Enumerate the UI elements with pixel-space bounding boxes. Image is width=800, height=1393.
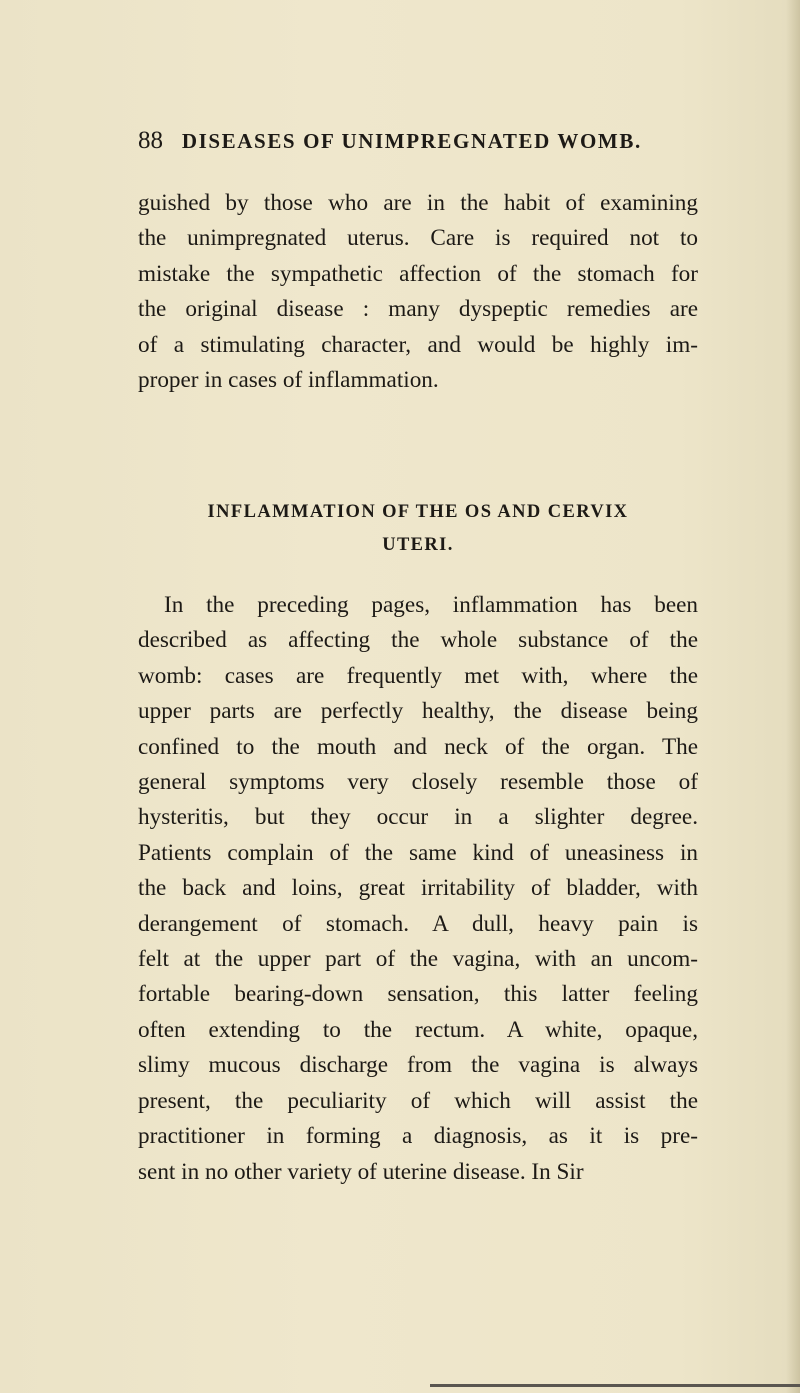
text-line: proper in cases of inflammation. (138, 367, 439, 394)
section-heading-line-2: UTERI. (382, 535, 454, 555)
text-line: Patients complain of the same kind of uneasiness in (138, 839, 698, 866)
paragraph-2 (138, 588, 698, 1190)
page-number: 88 (138, 127, 163, 154)
bottom-rule (430, 1384, 800, 1387)
text-line: hysteritis, but they occur in a slighter degree. (138, 804, 698, 831)
text-line: practitioner in forming a diagnosis, as it is pre- (138, 1123, 698, 1150)
paragraph-1 (138, 186, 698, 398)
text-line: guished by those who are in the habit of examining (138, 190, 698, 216)
text-line: felt at the upper part of the vagina, with an uncom- (138, 946, 698, 973)
text-line: derangement of stomach. A dull, heavy pain is (138, 910, 698, 937)
text-line: fortable bearing-down sensation, this latter feeling (138, 981, 698, 1008)
section-heading-line-1: INFLAMMATION OF THE OS AND CERVIX (207, 502, 629, 522)
running-head-title: DISEASES OF UNIMPREGNATED WOMB. (181, 129, 642, 153)
text-line: often extending to the rectum. A white, opaque, (138, 1016, 698, 1043)
text-line: present, the peculiarity of which will assist the (138, 1087, 698, 1114)
text-line: the back and loins, great irritability of bladder, with (138, 875, 698, 902)
text-line: In the preceding pages, inflammation has been (164, 592, 698, 618)
text-line: of a stimulating character, and would be highly im- (138, 331, 698, 358)
text-line: slimy mucous discharge from the vagina is always (138, 1052, 698, 1079)
running-head (138, 127, 698, 155)
text-line: sent in no other variety of uterine disease. In Sir (138, 1158, 584, 1185)
text-line: the unimpregnated uterus. Care is required not to (138, 225, 698, 252)
text-line: described as affecting the whole substance of the (138, 627, 698, 654)
page-edge-shadow (786, 0, 800, 1393)
text-line: upper parts are perfectly healthy, the disease being (138, 698, 698, 725)
text-line: the original disease : many dyspeptic remedies are (138, 296, 698, 323)
text-line: general symptoms very closely resemble those of (138, 769, 698, 796)
text-line: mistake the sympathetic affection of the stomach for (138, 260, 698, 287)
text-line: womb: cases are frequently met with, where the (138, 662, 698, 689)
section-heading (138, 496, 698, 562)
text-line: confined to the mouth and neck of the organ. The (138, 733, 698, 760)
